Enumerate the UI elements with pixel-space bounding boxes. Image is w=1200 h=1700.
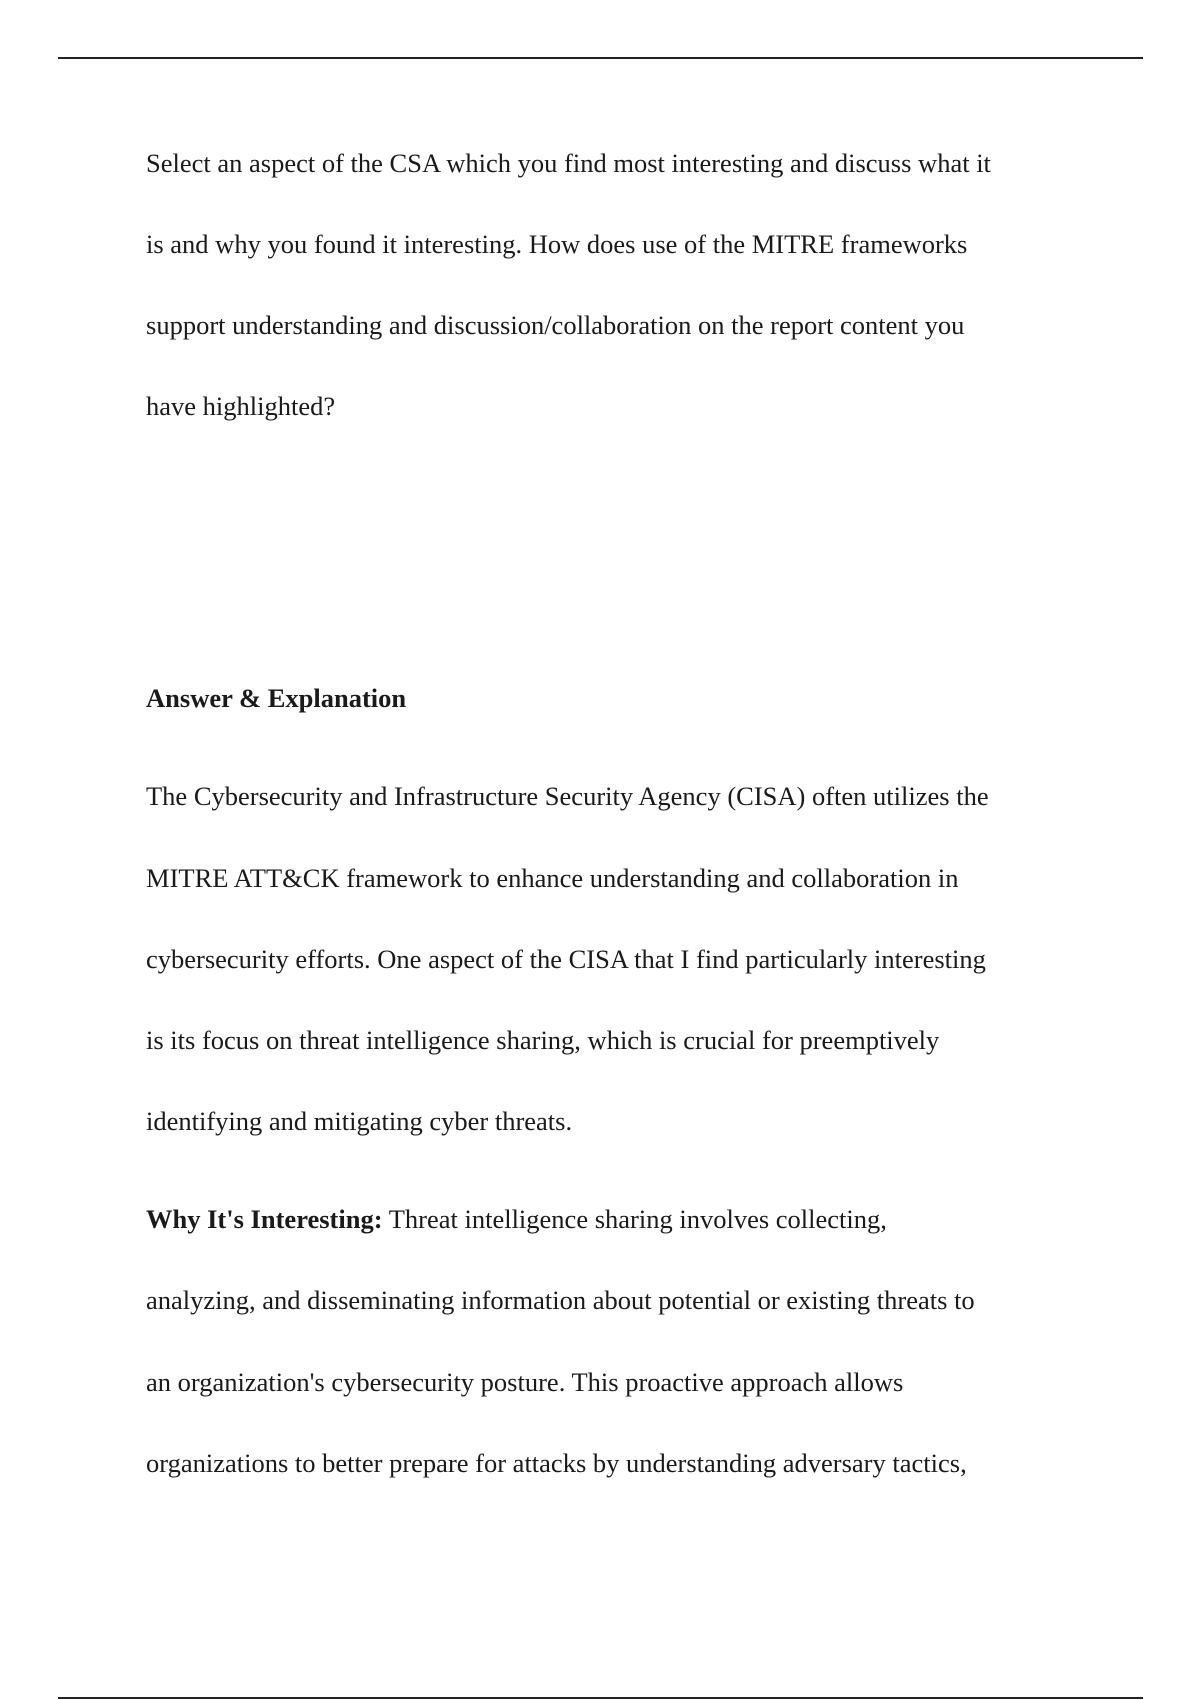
answer-paragraph-line: identifying and mitigating cyber threats. [146, 1106, 573, 1136]
top-rule [58, 57, 1143, 59]
answer-paragraph-line: MITRE ATT&CK framework to enhance understanding and collaboration in [146, 863, 959, 893]
answer-paragraph-line: analyzing, and disseminating information about potential or existing threats to [146, 1285, 975, 1315]
answer-paragraph-line: organizations to better prepare for attacks by understanding adversary tactics, [146, 1448, 967, 1478]
bottom-rule [58, 1697, 1143, 1699]
answer-paragraph-line: an organization's cybersecurity posture. This proactive approach allows [146, 1367, 904, 1397]
question-line: have highlighted? [146, 391, 336, 421]
answer-paragraph-line: cybersecurity efforts. One aspect of the CISA that I find particularly interesting [146, 944, 986, 974]
question-line: Select an aspect of the CSA which you find most interesting and discuss what it [146, 148, 991, 178]
answer-paragraph-line: is its focus on threat intelligence sharing, which is crucial for preemptively [146, 1025, 940, 1055]
why-interesting-text: Threat intelligence sharing involves collecting, [382, 1204, 887, 1234]
question-line: is and why you found it interesting. How does use of the MITRE frameworks [146, 229, 968, 259]
question-line: support understanding and discussion/collaboration on the report content you [146, 310, 965, 340]
why-interesting-label: Why It's Interesting: [146, 1204, 383, 1234]
answer-paragraph-line: The Cybersecurity and Infrastructure Security Agency (CISA) often utilizes the [146, 781, 989, 811]
why-interesting-line [146, 1202, 887, 1236]
answer-heading: Answer & Explanation [146, 683, 407, 713]
